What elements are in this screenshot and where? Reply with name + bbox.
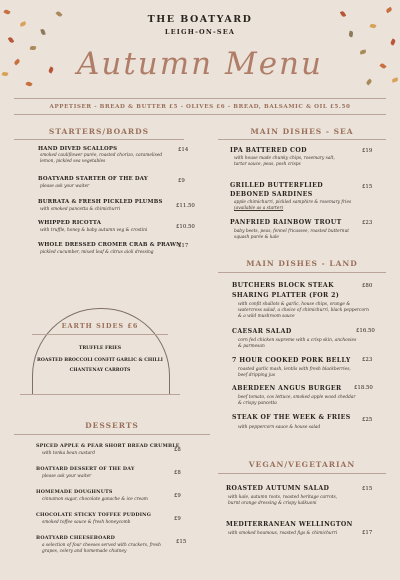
menu-item-name: 7 HOUR COOKED PORK BELLY: [232, 357, 351, 364]
menu-item-desc: & a wild mushroom sauce: [238, 314, 295, 319]
earth-sides-heading: EARTH SIDES £6: [61, 322, 139, 330]
menu-item-desc: & crispy pancetta: [238, 401, 277, 406]
desserts-heading: DESSERTS: [85, 421, 139, 430]
menu-item-desc: & parmesan: [238, 344, 265, 349]
menu-item-desc: please ask your waiter: [42, 474, 92, 479]
menu-item-price: £19: [362, 148, 373, 154]
menu-item-name: MEDITERRANEAN WELLINGTON: [226, 521, 353, 528]
venue-location: LEIGH-ON-SEA: [164, 28, 236, 36]
menu-item-price: £8: [174, 470, 181, 476]
mains-sea-heading: MAIN DISHES - SEA: [250, 127, 354, 136]
menu-item-desc: beef dripping jus: [238, 373, 276, 378]
earth-side-item: ROASTED BROCCOLI CONFIT GARLIC & CHILLI: [37, 358, 163, 363]
mains-land-heading: MAIN DISHES - LAND: [246, 259, 358, 268]
menu-item-name: DEBONED SARDINES: [230, 191, 313, 198]
divider: [218, 473, 386, 474]
menu-item-name: IPA BATTERED COD: [230, 147, 307, 154]
menu-item-name: ABERDEEN ANGUS BURGER: [232, 385, 342, 392]
menu-item-desc: squash purée & kale: [234, 235, 279, 240]
menu-item-desc: smoked cauliflower purée, roasted chorizo, caramelised: [40, 153, 163, 158]
menu-item-desc: with smoked houmous, roasted figs & chimichurri: [228, 531, 338, 536]
menu-item-price: £15: [362, 184, 373, 190]
menu-item-desc: please ask your waiter: [40, 184, 90, 189]
menu-item-price: £17: [178, 243, 189, 249]
menu-item-name: STEAK OF THE WEEK & FRIES: [232, 414, 351, 421]
earth-side-item: TRUFFLE FRIES: [78, 346, 122, 351]
menu-item-name: BOATYARD DESSERT OF THE DAY: [36, 466, 135, 472]
menu-item-desc: a selection of four cheeses served with crackers, fresh: [42, 543, 161, 548]
menu-item-name: BOATYARD CHEESEBOARD: [36, 535, 115, 541]
menu-item-desc: with truffle, honey & baby autumn veg & crostini: [40, 228, 148, 233]
divider: [14, 114, 386, 115]
menu-item-desc: roasted garlic mash, lentils with fresh blackberries,: [238, 367, 351, 372]
menu-item-desc: with kale, autumn roots, roasted heritage carrots,: [228, 495, 338, 500]
menu-item-desc: apple chimichurri, pickled samphire & rosemary fries: [234, 200, 352, 205]
menu-item-desc: watercress salad, a choice of chimichurri, black peppercorn: [238, 308, 369, 313]
menu-item-price: £9: [178, 178, 185, 184]
menu-item-name: SPICED APPLE & PEAR SHORT BREAD CRUMBLE: [36, 443, 180, 449]
menu-item-name: CHOCOLATE STICKY TOFFEE PUDDING: [36, 512, 152, 518]
menu-item-desc: cinnamon sugar, chocolate ganache & ice cream: [42, 497, 148, 502]
divider: [14, 139, 184, 140]
menu-item-desc: with smoked pancetta & chimichurri: [40, 207, 121, 212]
menu-item-desc: corn fed chicken supreme with a crisp skin, anchovies: [238, 338, 357, 343]
menu-item-desc: with tonka bean custard: [42, 451, 95, 456]
menu-item-desc: beef tomato, cos lettuce, smoked apple wood cheddar: [238, 395, 356, 400]
menu-item-desc: with house made chunky chips, rosemary salt,: [234, 156, 335, 161]
menu-item-price: £9: [174, 516, 181, 522]
menu-item-price: £17: [362, 530, 373, 536]
menu-item-price: £18.50: [354, 385, 373, 391]
menu-item-price: £23: [362, 220, 373, 226]
earth-side-item: CHANTENAY CARROTS: [69, 368, 131, 373]
menu-item-desc: pickled cucumber, mixed leaf & citrus aioli dressing: [40, 250, 154, 255]
menu-item-name: HAND DIVED SCALLOPS: [38, 146, 118, 152]
menu-item-name: WHIPPED RICOTTA: [38, 220, 102, 226]
menu-item-name: ROASTED AUTUMN SALAD: [226, 485, 330, 492]
menu-item-price: £25: [362, 417, 373, 423]
menu-item-name: BURRATA & FRESH PICKLED PLUMBS: [38, 199, 163, 205]
divider: [20, 394, 180, 395]
menu-item-name: GRILLED BUTTERFLIED: [230, 182, 324, 189]
menu-item-price: £8: [174, 447, 181, 453]
menu-item-name: SHARING PLATTER (FOR 2): [232, 292, 340, 299]
menu-item-name: PANFRIED RAINBOW TROUT: [230, 219, 342, 226]
menu-item-price: £15: [176, 539, 187, 545]
menu-item-price: £80: [362, 283, 373, 289]
menu-title: Autumn Menu: [76, 46, 323, 82]
menu-item-price: £11.50: [176, 203, 195, 209]
vegan-heading: VEGAN/VEGETARIAN: [248, 460, 356, 469]
menu-item-desc: baby beets, peas, fennel fricassee, roasted butternut: [234, 229, 349, 234]
starters-heading: STARTERS/BOARDS: [48, 127, 150, 136]
menu-item-name: BOATYARD STARTER OF THE DAY: [38, 176, 148, 182]
divider: [32, 334, 168, 335]
menu-item-name: WHOLE DRESSED CROMER CRAB & PRAWN: [38, 242, 182, 248]
divider: [14, 98, 386, 99]
menu-item-price: £23: [362, 357, 373, 363]
menu-item-desc: grapes, celery and homemade chutney: [42, 549, 127, 554]
menu-item-desc: smoked toffee sauce & fresh honeycomb: [42, 520, 131, 525]
menu-item-desc: burnt orange dressing & crispy kalkuoni: [228, 501, 317, 506]
menu-item-desc: lemon, pickled sea vegetables: [40, 159, 106, 164]
menu-item-price: £15: [362, 486, 373, 492]
menu-item-price: £16.50: [356, 328, 375, 334]
menu-item-name: HOMEMADE DOUGHNUTS: [36, 489, 113, 495]
menu-item-desc: tartar sauce, peas, posh crisps: [234, 162, 301, 167]
menu-item-price: £10.50: [176, 224, 195, 230]
venue-name: THE BOATYARD: [147, 14, 253, 25]
menu-item-desc: (available as a starter): [234, 206, 284, 211]
appetiser-bar: APPETISER - BREAD & BUTTER £5 - OLIVES £6 - BREAD, BALSAMIC & OIL £5.50: [49, 104, 351, 110]
menu-item-desc: with peppercorn sauce & house salad: [238, 425, 321, 430]
menu-item-price: £9: [174, 493, 181, 499]
divider: [218, 139, 386, 140]
divider: [218, 272, 386, 273]
menu-item-name: BUTCHERS BLOCK STEAK: [232, 282, 334, 289]
menu-item-name: CAESAR SALAD: [232, 328, 292, 335]
divider: [14, 434, 210, 435]
menu-item-desc: with confit shallots & garlic, house chips, orange &: [238, 302, 351, 307]
menu-item-price: £14: [178, 147, 189, 153]
